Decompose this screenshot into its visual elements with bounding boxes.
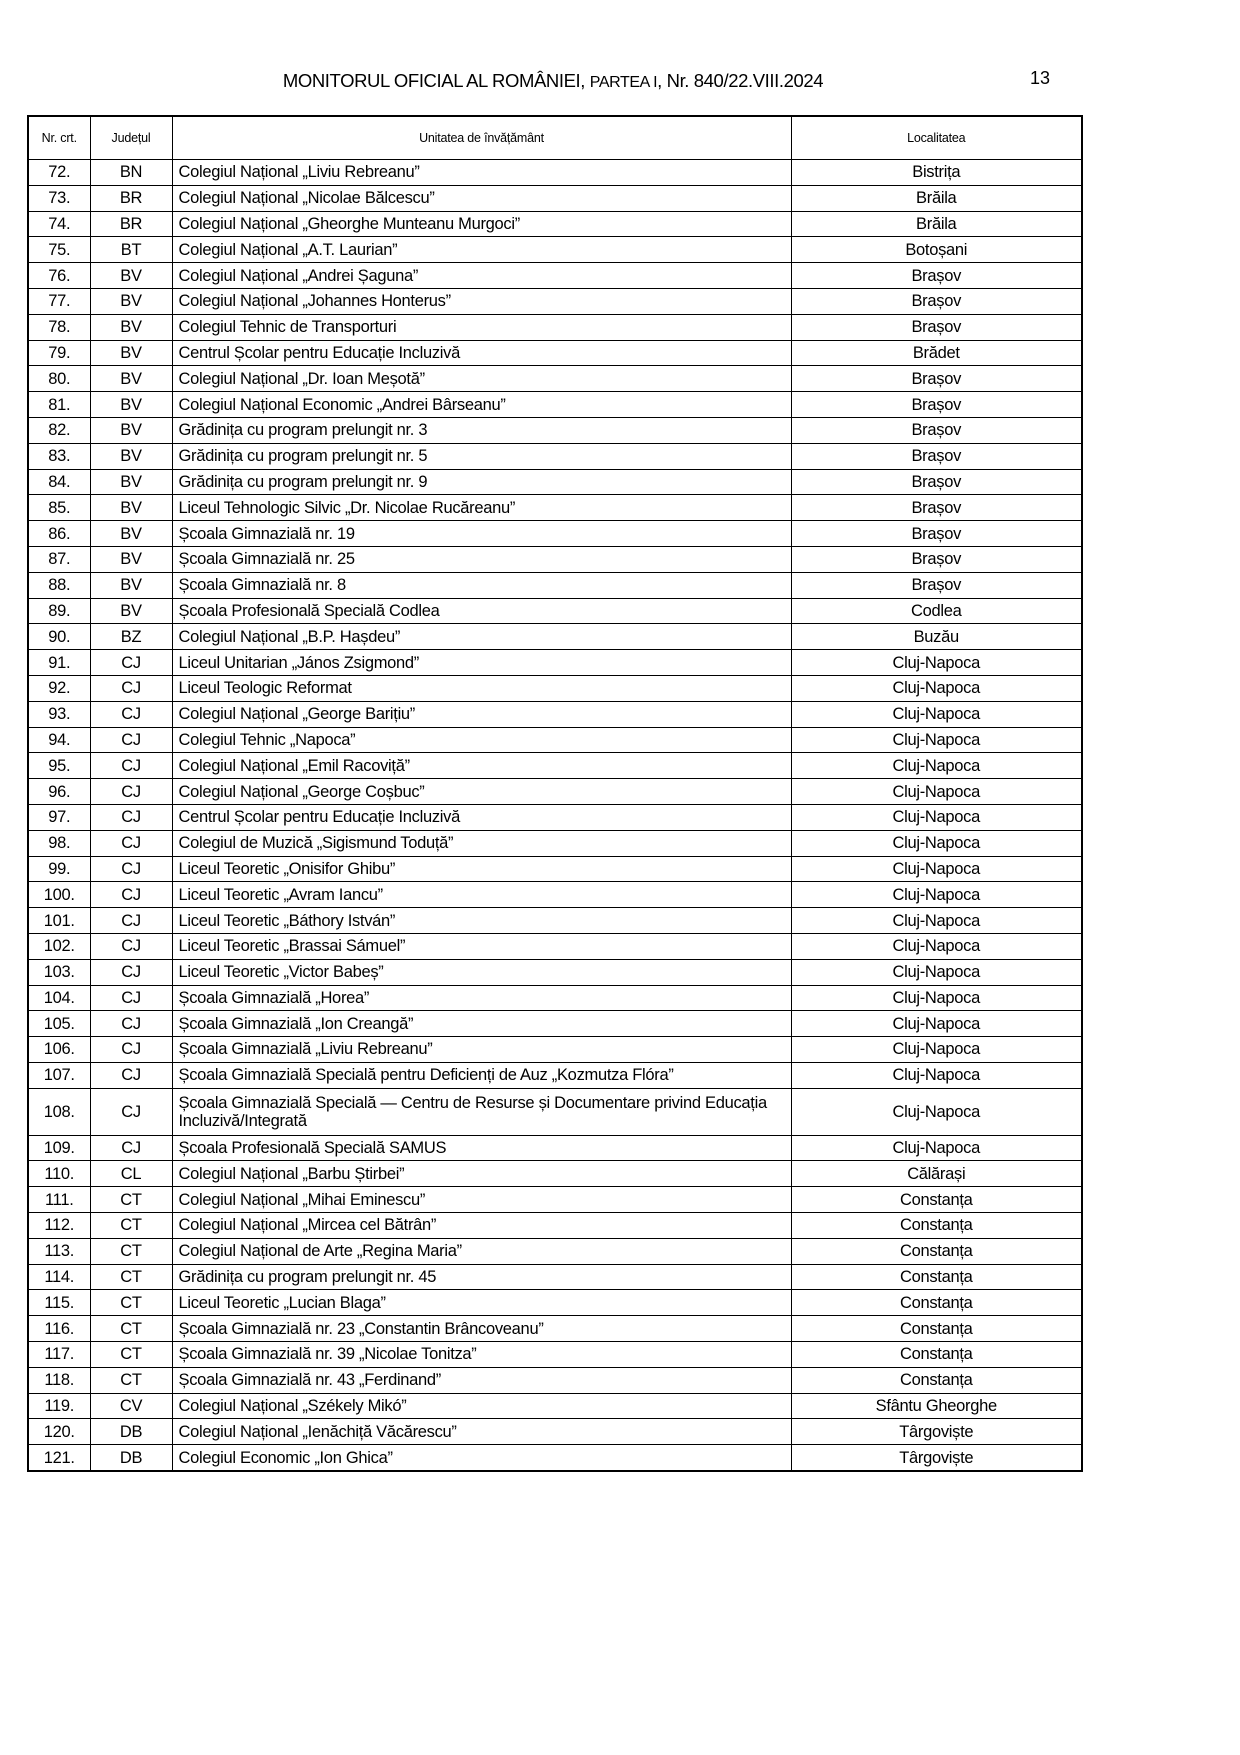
cell-localitate: Brașov bbox=[791, 546, 1082, 572]
cell-nr: 114. bbox=[28, 1264, 90, 1290]
cell-judet: BV bbox=[90, 366, 172, 392]
cell-localitate: Sfântu Gheorghe bbox=[791, 1393, 1082, 1419]
table-row bbox=[28, 1088, 1082, 1135]
cell-nr: 104. bbox=[28, 985, 90, 1011]
table-row bbox=[28, 1367, 1082, 1393]
table-row bbox=[28, 263, 1082, 289]
table-row bbox=[28, 392, 1082, 418]
cell-localitate: Brașov bbox=[791, 443, 1082, 469]
cell-nr: 100. bbox=[28, 882, 90, 908]
cell-localitate: Cluj-Napoca bbox=[791, 933, 1082, 959]
cell-judet: CT bbox=[90, 1238, 172, 1264]
table-row bbox=[28, 314, 1082, 340]
cell-judet: BV bbox=[90, 417, 172, 443]
cell-unitate: Liceul Tehnologic Silvic „Dr. Nicolae Rucăreanu” bbox=[172, 495, 791, 521]
cell-unitate: Colegiul Tehnic de Transporturi bbox=[172, 314, 791, 340]
col-header-localitate: Localitatea bbox=[791, 116, 1082, 160]
cell-judet: CJ bbox=[90, 882, 172, 908]
cell-judet: CJ bbox=[90, 830, 172, 856]
cell-nr: 84. bbox=[28, 469, 90, 495]
cell-nr: 98. bbox=[28, 830, 90, 856]
table-row bbox=[28, 959, 1082, 985]
cell-localitate: Cluj-Napoca bbox=[791, 1062, 1082, 1088]
cell-unitate: Liceul Teoretic „Brassai Sámuel” bbox=[172, 933, 791, 959]
table-row bbox=[28, 1161, 1082, 1187]
cell-localitate: Cluj-Napoca bbox=[791, 701, 1082, 727]
cell-nr: 120. bbox=[28, 1419, 90, 1445]
cell-unitate: Colegiul Național Economic „Andrei Bârseanu” bbox=[172, 392, 791, 418]
cell-judet: CJ bbox=[90, 933, 172, 959]
cell-unitate: Colegiul Național „A.T. Laurian” bbox=[172, 237, 791, 263]
table-row bbox=[28, 804, 1082, 830]
cell-unitate: Colegiul Național „B.P. Hașdeu” bbox=[172, 624, 791, 650]
cell-localitate: Târgoviște bbox=[791, 1419, 1082, 1445]
cell-unitate: Colegiul Național „George Coșbuc” bbox=[172, 779, 791, 805]
cell-unitate: Școala Gimnazială nr. 39 „Nicolae Tonitza” bbox=[172, 1342, 791, 1368]
cell-localitate: Brașov bbox=[791, 366, 1082, 392]
cell-unitate: Școala Gimnazială Specială pentru Deficienți de Auz „Kozmutza Flóra” bbox=[172, 1062, 791, 1088]
cell-nr: 118. bbox=[28, 1367, 90, 1393]
cell-judet: CJ bbox=[90, 753, 172, 779]
cell-judet: CT bbox=[90, 1290, 172, 1316]
cell-localitate: Cluj-Napoca bbox=[791, 908, 1082, 934]
cell-nr: 112. bbox=[28, 1213, 90, 1239]
table-row bbox=[28, 495, 1082, 521]
cell-localitate: Constanța bbox=[791, 1367, 1082, 1393]
table-row bbox=[28, 908, 1082, 934]
cell-nr: 113. bbox=[28, 1238, 90, 1264]
table-row bbox=[28, 340, 1082, 366]
cell-unitate: Colegiul Național „Nicolae Bălcescu” bbox=[172, 185, 791, 211]
cell-nr: 116. bbox=[28, 1316, 90, 1342]
cell-unitate: Colegiul Național „Barbu Știrbei” bbox=[172, 1161, 791, 1187]
cell-unitate: Centrul Școlar pentru Educație Incluzivă bbox=[172, 340, 791, 366]
cell-unitate: Liceul Teoretic „Báthory István” bbox=[172, 908, 791, 934]
cell-nr: 78. bbox=[28, 314, 90, 340]
cell-localitate: Constanța bbox=[791, 1342, 1082, 1368]
cell-unitate: Colegiul Economic „Ion Ghica” bbox=[172, 1445, 791, 1471]
cell-judet: CT bbox=[90, 1187, 172, 1213]
cell-judet: CJ bbox=[90, 727, 172, 753]
cell-localitate: Codlea bbox=[791, 598, 1082, 624]
cell-unitate: Școala Gimnazială nr. 8 bbox=[172, 572, 791, 598]
cell-unitate: Școala Gimnazială „Horea” bbox=[172, 985, 791, 1011]
cell-nr: 103. bbox=[28, 959, 90, 985]
cell-localitate: Constanța bbox=[791, 1290, 1082, 1316]
table-row bbox=[28, 443, 1082, 469]
cell-judet: CT bbox=[90, 1342, 172, 1368]
cell-unitate: Colegiul de Muzică „Sigismund Toduță” bbox=[172, 830, 791, 856]
cell-localitate: Constanța bbox=[791, 1264, 1082, 1290]
cell-unitate: Colegiul Național „Mihai Eminescu” bbox=[172, 1187, 791, 1213]
cell-judet: BV bbox=[90, 572, 172, 598]
title-main: MONITORUL OFICIAL AL ROMÂNIEI, bbox=[282, 70, 590, 91]
cell-localitate: Constanța bbox=[791, 1316, 1082, 1342]
cell-localitate: Brașov bbox=[791, 392, 1082, 418]
cell-judet: CT bbox=[90, 1213, 172, 1239]
cell-nr: 87. bbox=[28, 546, 90, 572]
table-row bbox=[28, 160, 1082, 186]
cell-localitate: Cluj-Napoca bbox=[791, 675, 1082, 701]
cell-localitate: Brăila bbox=[791, 211, 1082, 237]
table-row bbox=[28, 675, 1082, 701]
cell-judet: CJ bbox=[90, 1037, 172, 1063]
table-row bbox=[28, 546, 1082, 572]
cell-unitate: Școala Gimnazială nr. 25 bbox=[172, 546, 791, 572]
title-issue: , Nr. 840/22.VIII.2024 bbox=[657, 70, 824, 91]
cell-unitate: Colegiul Național „Dr. Ioan Meșotă” bbox=[172, 366, 791, 392]
cell-localitate: Cluj-Napoca bbox=[791, 779, 1082, 805]
cell-judet: CJ bbox=[90, 856, 172, 882]
cell-unitate: Colegiul Tehnic „Napoca” bbox=[172, 727, 791, 753]
cell-unitate: Liceul Teoretic „Victor Babeș” bbox=[172, 959, 791, 985]
cell-localitate: Brașov bbox=[791, 417, 1082, 443]
cell-localitate: Brădet bbox=[791, 340, 1082, 366]
cell-nr: 90. bbox=[28, 624, 90, 650]
cell-localitate: Cluj-Napoca bbox=[791, 1037, 1082, 1063]
cell-judet: CJ bbox=[90, 908, 172, 934]
cell-unitate: Colegiul Național „Emil Racoviță” bbox=[172, 753, 791, 779]
table-row bbox=[28, 985, 1082, 1011]
cell-unitate: Centrul Școlar pentru Educație Incluzivă bbox=[172, 804, 791, 830]
table-row bbox=[28, 185, 1082, 211]
table-row bbox=[28, 1135, 1082, 1161]
cell-nr: 111. bbox=[28, 1187, 90, 1213]
cell-unitate: Școala Profesională Specială Codlea bbox=[172, 598, 791, 624]
table-row bbox=[28, 211, 1082, 237]
table-row bbox=[28, 1290, 1082, 1316]
cell-judet: CJ bbox=[90, 1088, 172, 1135]
cell-unitate: Colegiul Național „Andrei Șaguna” bbox=[172, 263, 791, 289]
table-row bbox=[28, 521, 1082, 547]
cell-judet: BV bbox=[90, 598, 172, 624]
table-row bbox=[28, 1187, 1082, 1213]
cell-nr: 93. bbox=[28, 701, 90, 727]
page-number: 13 bbox=[1030, 68, 1051, 88]
cell-nr: 99. bbox=[28, 856, 90, 882]
table-row bbox=[28, 1037, 1082, 1063]
cell-judet: CJ bbox=[90, 959, 172, 985]
cell-judet: CT bbox=[90, 1316, 172, 1342]
cell-nr: 75. bbox=[28, 237, 90, 263]
table-row bbox=[28, 727, 1082, 753]
cell-localitate: Brașov bbox=[791, 263, 1082, 289]
cell-localitate: Cluj-Napoca bbox=[791, 1135, 1082, 1161]
cell-unitate: Colegiul Național „Ienăchiță Văcărescu” bbox=[172, 1419, 791, 1445]
cell-unitate: Colegiul Național „Mircea cel Bătrân” bbox=[172, 1213, 791, 1239]
cell-localitate: Cluj-Napoca bbox=[791, 856, 1082, 882]
cell-nr: 108. bbox=[28, 1088, 90, 1135]
cell-unitate: Școala Gimnazială Specială — Centru de Resurse și Documentare privind Educația Incluzivă/Integrată bbox=[172, 1088, 791, 1135]
table-row bbox=[28, 1011, 1082, 1037]
cell-localitate: Cluj-Napoca bbox=[791, 650, 1082, 676]
table-row bbox=[28, 1264, 1082, 1290]
cell-localitate: Cluj-Napoca bbox=[791, 804, 1082, 830]
cell-nr: 95. bbox=[28, 753, 90, 779]
cell-localitate: Brașov bbox=[791, 288, 1082, 314]
cell-judet: CJ bbox=[90, 804, 172, 830]
schools-table bbox=[27, 115, 1083, 1472]
cell-nr: 72. bbox=[28, 160, 90, 186]
table-row bbox=[28, 469, 1082, 495]
cell-judet: BV bbox=[90, 443, 172, 469]
table-row bbox=[28, 753, 1082, 779]
cell-judet: BV bbox=[90, 392, 172, 418]
col-header-judet: Județul bbox=[90, 116, 172, 160]
cell-unitate: Colegiul Național de Arte „Regina Maria” bbox=[172, 1238, 791, 1264]
cell-localitate: Cluj-Napoca bbox=[791, 985, 1082, 1011]
cell-nr: 83. bbox=[28, 443, 90, 469]
col-header-nr: Nr. crt. bbox=[28, 116, 90, 160]
cell-nr: 106. bbox=[28, 1037, 90, 1063]
cell-nr: 77. bbox=[28, 288, 90, 314]
cell-localitate: Călărași bbox=[791, 1161, 1082, 1187]
cell-unitate: Colegiul Național „George Barițiu” bbox=[172, 701, 791, 727]
cell-localitate: Bistrița bbox=[791, 160, 1082, 186]
cell-judet: BT bbox=[90, 237, 172, 263]
table-row bbox=[28, 856, 1082, 882]
cell-unitate: Grădinița cu program prelungit nr. 45 bbox=[172, 1264, 791, 1290]
cell-unitate: Liceul Teoretic „Lucian Blaga” bbox=[172, 1290, 791, 1316]
cell-nr: 80. bbox=[28, 366, 90, 392]
cell-localitate: Târgoviște bbox=[791, 1445, 1082, 1471]
cell-judet: BV bbox=[90, 546, 172, 572]
page-header-title bbox=[0, 70, 1106, 92]
cell-unitate: Liceul Teologic Reformat bbox=[172, 675, 791, 701]
cell-localitate: Cluj-Napoca bbox=[791, 727, 1082, 753]
cell-localitate: Buzău bbox=[791, 624, 1082, 650]
cell-judet: CT bbox=[90, 1264, 172, 1290]
cell-localitate: Brașov bbox=[791, 495, 1082, 521]
cell-nr: 91. bbox=[28, 650, 90, 676]
cell-judet: BV bbox=[90, 495, 172, 521]
cell-nr: 105. bbox=[28, 1011, 90, 1037]
cell-unitate: Liceul Unitarian „János Zsigmond” bbox=[172, 650, 791, 676]
cell-nr: 85. bbox=[28, 495, 90, 521]
cell-judet: CJ bbox=[90, 701, 172, 727]
table-row bbox=[28, 1238, 1082, 1264]
table-row bbox=[28, 572, 1082, 598]
cell-unitate: Colegiul Național „Gheorghe Munteanu Murgoci” bbox=[172, 211, 791, 237]
cell-localitate: Botoșani bbox=[791, 237, 1082, 263]
cell-unitate: Grădinița cu program prelungit nr. 9 bbox=[172, 469, 791, 495]
cell-nr: 109. bbox=[28, 1135, 90, 1161]
table-row bbox=[28, 1419, 1082, 1445]
cell-judet: BR bbox=[90, 211, 172, 237]
cell-judet: CJ bbox=[90, 675, 172, 701]
cell-localitate: Cluj-Napoca bbox=[791, 830, 1082, 856]
cell-judet: CJ bbox=[90, 1011, 172, 1037]
cell-localitate: Constanța bbox=[791, 1187, 1082, 1213]
cell-judet: BV bbox=[90, 469, 172, 495]
cell-nr: 81. bbox=[28, 392, 90, 418]
table-row bbox=[28, 1316, 1082, 1342]
table-row bbox=[28, 288, 1082, 314]
cell-nr: 96. bbox=[28, 779, 90, 805]
cell-unitate: Colegiul Național „Liviu Rebreanu” bbox=[172, 160, 791, 186]
cell-nr: 119. bbox=[28, 1393, 90, 1419]
col-header-unitate: Unitatea de învățământ bbox=[172, 116, 791, 160]
cell-judet: CL bbox=[90, 1161, 172, 1187]
cell-judet: BZ bbox=[90, 624, 172, 650]
cell-judet: CJ bbox=[90, 650, 172, 676]
cell-unitate: Școala Gimnazială „Ion Creangă” bbox=[172, 1011, 791, 1037]
title-part: PARTEA I bbox=[589, 74, 658, 91]
cell-unitate: Școala Gimnazială nr. 19 bbox=[172, 521, 791, 547]
cell-unitate: Colegiul Național „Johannes Honterus” bbox=[172, 288, 791, 314]
cell-unitate: Școala Profesională Specială SAMUS bbox=[172, 1135, 791, 1161]
table-row bbox=[28, 1062, 1082, 1088]
table-row bbox=[28, 237, 1082, 263]
cell-judet: CJ bbox=[90, 1062, 172, 1088]
cell-nr: 74. bbox=[28, 211, 90, 237]
cell-localitate: Cluj-Napoca bbox=[791, 753, 1082, 779]
table-row bbox=[28, 1213, 1082, 1239]
table-row bbox=[28, 830, 1082, 856]
cell-judet: BV bbox=[90, 263, 172, 289]
cell-judet: DB bbox=[90, 1445, 172, 1471]
cell-localitate: Cluj-Napoca bbox=[791, 882, 1082, 908]
cell-judet: CV bbox=[90, 1393, 172, 1419]
cell-nr: 92. bbox=[28, 675, 90, 701]
cell-localitate: Constanța bbox=[791, 1213, 1082, 1239]
table-header-row bbox=[28, 116, 1082, 160]
cell-localitate: Brașov bbox=[791, 521, 1082, 547]
cell-localitate: Brașov bbox=[791, 469, 1082, 495]
cell-judet: CJ bbox=[90, 1135, 172, 1161]
table-row bbox=[28, 1342, 1082, 1368]
cell-nr: 102. bbox=[28, 933, 90, 959]
cell-nr: 107. bbox=[28, 1062, 90, 1088]
cell-nr: 121. bbox=[28, 1445, 90, 1471]
cell-localitate: Cluj-Napoca bbox=[791, 1088, 1082, 1135]
table-row bbox=[28, 779, 1082, 805]
cell-judet: CJ bbox=[90, 985, 172, 1011]
cell-nr: 110. bbox=[28, 1161, 90, 1187]
cell-unitate: Școala Gimnazială nr. 43 „Ferdinand” bbox=[172, 1367, 791, 1393]
cell-judet: BN bbox=[90, 160, 172, 186]
cell-localitate: Brașov bbox=[791, 314, 1082, 340]
cell-localitate: Brăila bbox=[791, 185, 1082, 211]
cell-nr: 101. bbox=[28, 908, 90, 934]
cell-localitate: Constanța bbox=[791, 1238, 1082, 1264]
cell-nr: 115. bbox=[28, 1290, 90, 1316]
cell-judet: BV bbox=[90, 288, 172, 314]
table-row bbox=[28, 933, 1082, 959]
cell-nr: 76. bbox=[28, 263, 90, 289]
cell-nr: 88. bbox=[28, 572, 90, 598]
cell-unitate: Colegiul Național „Székely Mikó” bbox=[172, 1393, 791, 1419]
cell-localitate: Brașov bbox=[791, 572, 1082, 598]
cell-nr: 117. bbox=[28, 1342, 90, 1368]
cell-judet: CT bbox=[90, 1367, 172, 1393]
cell-nr: 79. bbox=[28, 340, 90, 366]
table-row bbox=[28, 650, 1082, 676]
cell-judet: BV bbox=[90, 314, 172, 340]
cell-unitate: Școala Gimnazială „Liviu Rebreanu” bbox=[172, 1037, 791, 1063]
cell-nr: 73. bbox=[28, 185, 90, 211]
cell-unitate: Grădinița cu program prelungit nr. 5 bbox=[172, 443, 791, 469]
cell-localitate: Cluj-Napoca bbox=[791, 1011, 1082, 1037]
table-row bbox=[28, 598, 1082, 624]
cell-unitate: Școala Gimnazială nr. 23 „Constantin Brâncoveanu” bbox=[172, 1316, 791, 1342]
cell-judet: BR bbox=[90, 185, 172, 211]
table-row bbox=[28, 624, 1082, 650]
table-row bbox=[28, 1445, 1082, 1471]
cell-unitate: Grădinița cu program prelungit nr. 3 bbox=[172, 417, 791, 443]
cell-nr: 86. bbox=[28, 521, 90, 547]
table-row bbox=[28, 366, 1082, 392]
cell-judet: BV bbox=[90, 340, 172, 366]
cell-localitate: Cluj-Napoca bbox=[791, 959, 1082, 985]
table-row bbox=[28, 417, 1082, 443]
cell-nr: 94. bbox=[28, 727, 90, 753]
table-row bbox=[28, 701, 1082, 727]
cell-unitate: Liceul Teoretic „Avram Iancu” bbox=[172, 882, 791, 908]
cell-nr: 89. bbox=[28, 598, 90, 624]
cell-judet: DB bbox=[90, 1419, 172, 1445]
table-row bbox=[28, 1393, 1082, 1419]
cell-judet: CJ bbox=[90, 779, 172, 805]
cell-nr: 82. bbox=[28, 417, 90, 443]
cell-nr: 97. bbox=[28, 804, 90, 830]
cell-unitate: Liceul Teoretic „Onisifor Ghibu” bbox=[172, 856, 791, 882]
table-row bbox=[28, 882, 1082, 908]
cell-judet: BV bbox=[90, 521, 172, 547]
